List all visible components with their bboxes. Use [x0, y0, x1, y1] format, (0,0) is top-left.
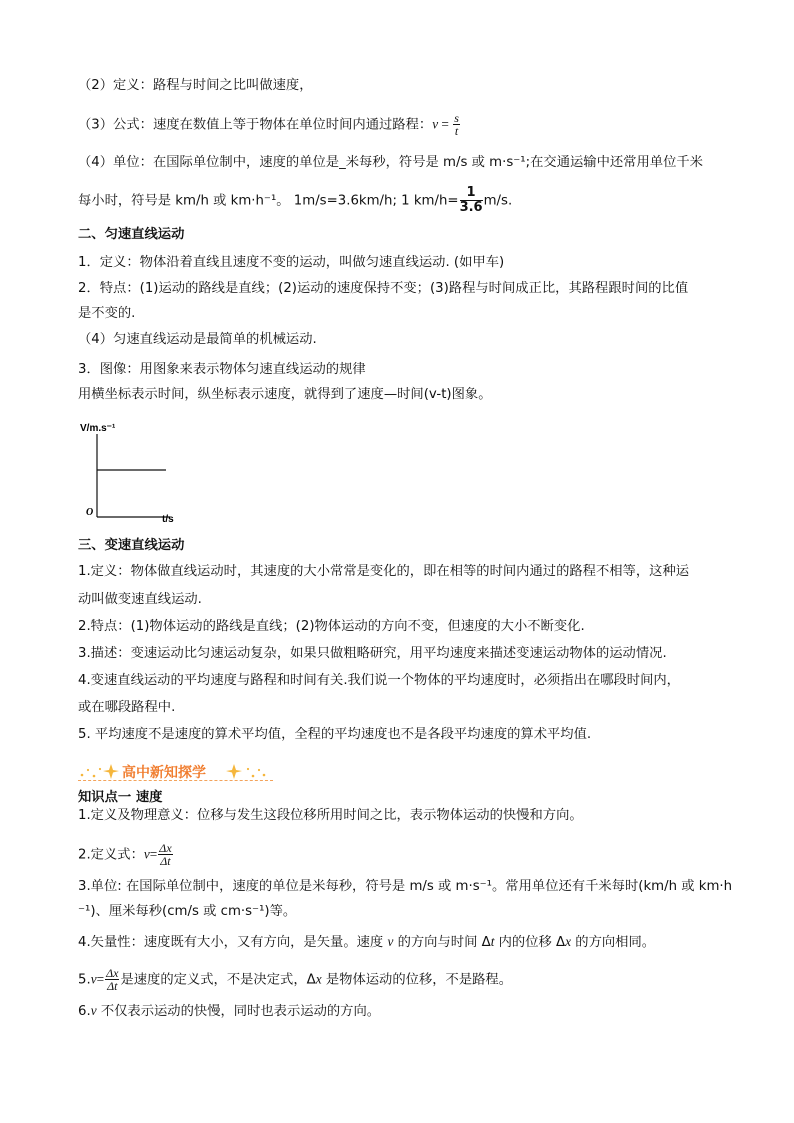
var-t: t: [490, 934, 495, 949]
note-fraction: [105, 967, 119, 992]
banner-divider: [78, 780, 273, 781]
fraction-numerator: 1: [460, 186, 483, 201]
var-v: v: [90, 1003, 97, 1018]
formula-line: [78, 112, 461, 137]
variable-features: 2.特点：(1)物体运动的路线是直线；(2)物体运动的方向不变，但速度的大小不断变化.: [78, 619, 585, 634]
vector-text-b: 的方向与时间 Δ: [393, 935, 491, 950]
section-heading-2: 二、匀速直线运动: [78, 227, 185, 242]
uniform-features-2: 是不变的.: [78, 306, 136, 321]
uniform-graph-title: 3．图像：用图象来表示物体匀速直线运动的规律: [78, 362, 366, 377]
unit-fraction: [460, 186, 483, 215]
variable-definition-1: 1.定义：物体做直线运动时，其速度的大小常常是变化的，即在相等的时间内通过的路程不相等，这种运: [78, 564, 690, 579]
stars-right-icon: [224, 761, 268, 781]
direction-note: [78, 1002, 380, 1021]
uniform-definition: 1．定义：物体沿着直线且速度不变的运动，叫做匀速直线运动. (如甲车): [78, 255, 505, 270]
vt-graph: [78, 420, 188, 530]
y-axis-label: V/m.s⁻¹: [80, 423, 116, 434]
formula-text: （3）公式：速度在数值上等于物体在单位时间内通过路程：: [78, 117, 433, 133]
var-x: x: [565, 934, 572, 949]
unit-line-2: [78, 186, 512, 215]
var-x: x: [315, 971, 322, 987]
section-banner: [78, 760, 278, 782]
formula-label: 2.定义式：: [78, 847, 144, 863]
x-axis-label: t/s: [162, 514, 174, 525]
uniform-features-1: 2．特点：(1)运动的路线是直线；(2)运动的速度保持不变；(3)路程与时间成正比，其路程跟时间的比值: [78, 281, 689, 296]
formula-eq: =: [149, 846, 158, 862]
variable-definition-2: 动叫做变速直线运动.: [78, 592, 202, 607]
var-v: v: [387, 934, 394, 949]
note-number: 5.: [78, 972, 91, 988]
velocity-unit-1: 3.单位: 在国际单位制中，速度的单位是米每秒，符号是 m/s 或 m·s⁻¹。常用单位还有千米每时(km/h 或 km·h: [78, 879, 733, 894]
banner-title: 高中新知探学: [122, 765, 206, 781]
formula-var: v: [90, 971, 97, 987]
definition-formula-note: [78, 967, 512, 992]
note-text-c: 是物体运动的位移，不是路程。: [321, 972, 513, 988]
knowledge-point-heading: 知识点一 速度: [78, 790, 163, 805]
fraction-numerator: Δx: [159, 841, 172, 855]
definition-line: （2）定义：路程与时间之比叫做速度，: [78, 78, 313, 93]
average-speed-1: 4.变速直线运动的平均速度与路程和时间有关.我们说一个物体的平均速度时，必须指出在哪段时间内，: [78, 673, 680, 688]
unit-suffix: m/s.: [483, 193, 513, 209]
section-heading-3: 三、变速直线运动: [78, 538, 185, 553]
vt-graph-svg: [78, 420, 188, 530]
note-text-b: 是速度的定义式，不是决定式，Δ: [120, 972, 316, 988]
formula-eq: =: [96, 971, 105, 987]
vector-text-c: 内的位移 Δ: [494, 935, 566, 950]
note-number: 6.: [78, 1004, 91, 1019]
fraction-numerator: Δx: [106, 966, 119, 980]
velocity-formula-line: [78, 842, 174, 867]
fraction-denominator: t: [454, 124, 459, 138]
uniform-simplest: （4）匀速直线运动是最简单的机械运动.: [78, 332, 317, 347]
average-speed-2: 或在哪段路程中.: [78, 700, 176, 715]
formula-fraction: [453, 112, 460, 137]
formula-var: v: [143, 846, 150, 862]
fraction-numerator: s: [454, 111, 459, 125]
velocity-fraction: [158, 842, 172, 867]
formula-var: v: [432, 116, 439, 132]
uniform-graph-desc: 用横坐标表示时间，纵坐标表示速度，就得到了速度—时间(v-t)图象。: [78, 387, 492, 402]
fraction-denominator: Δt: [160, 854, 171, 868]
formula-eq: =: [438, 116, 453, 132]
vector-property: [78, 933, 655, 952]
average-speed-note: 5. 平均速度不是速度的算术平均值，全程的平均速度也不是各段平均速度的算术平均值.: [78, 727, 592, 742]
variable-description: 3.描述：变速运动比匀速运动复杂，如果只做粗略研究，用平均速度来描述变速运动物体的运动情况.: [78, 646, 667, 661]
fraction-denominator: 3.6: [459, 200, 483, 215]
stars-left-icon: [78, 761, 122, 781]
vector-text-d: 的方向相同。: [571, 935, 656, 950]
origin-label: O: [86, 507, 94, 518]
unit-line-1: （4）单位：在国际单位制中，速度的单位是_米每秒，符号是 m/s 或 m·s⁻¹;在交通运输中还常用单位千米: [78, 155, 703, 170]
fraction-denominator: Δt: [107, 979, 118, 993]
velocity-unit-2: ⁻¹)、厘米每秒(cm/s 或 cm·s⁻¹)等。: [78, 904, 297, 919]
velocity-definition: 1.定义及物理意义：位移与发生这段位移所用时间之比，表示物体运动的快慢和方向。: [78, 808, 583, 823]
vector-text-a: 4.矢量性：速度既有大小，又有方向，是矢量。速度: [78, 935, 388, 950]
note-text: 不仅表示运动的快慢，同时也表示运动的方向。: [96, 1004, 381, 1019]
unit-text: 每小时，符号是 km/h 或 km·h⁻¹。 1m/s=3.6km/h; 1 km/h=: [78, 193, 459, 209]
